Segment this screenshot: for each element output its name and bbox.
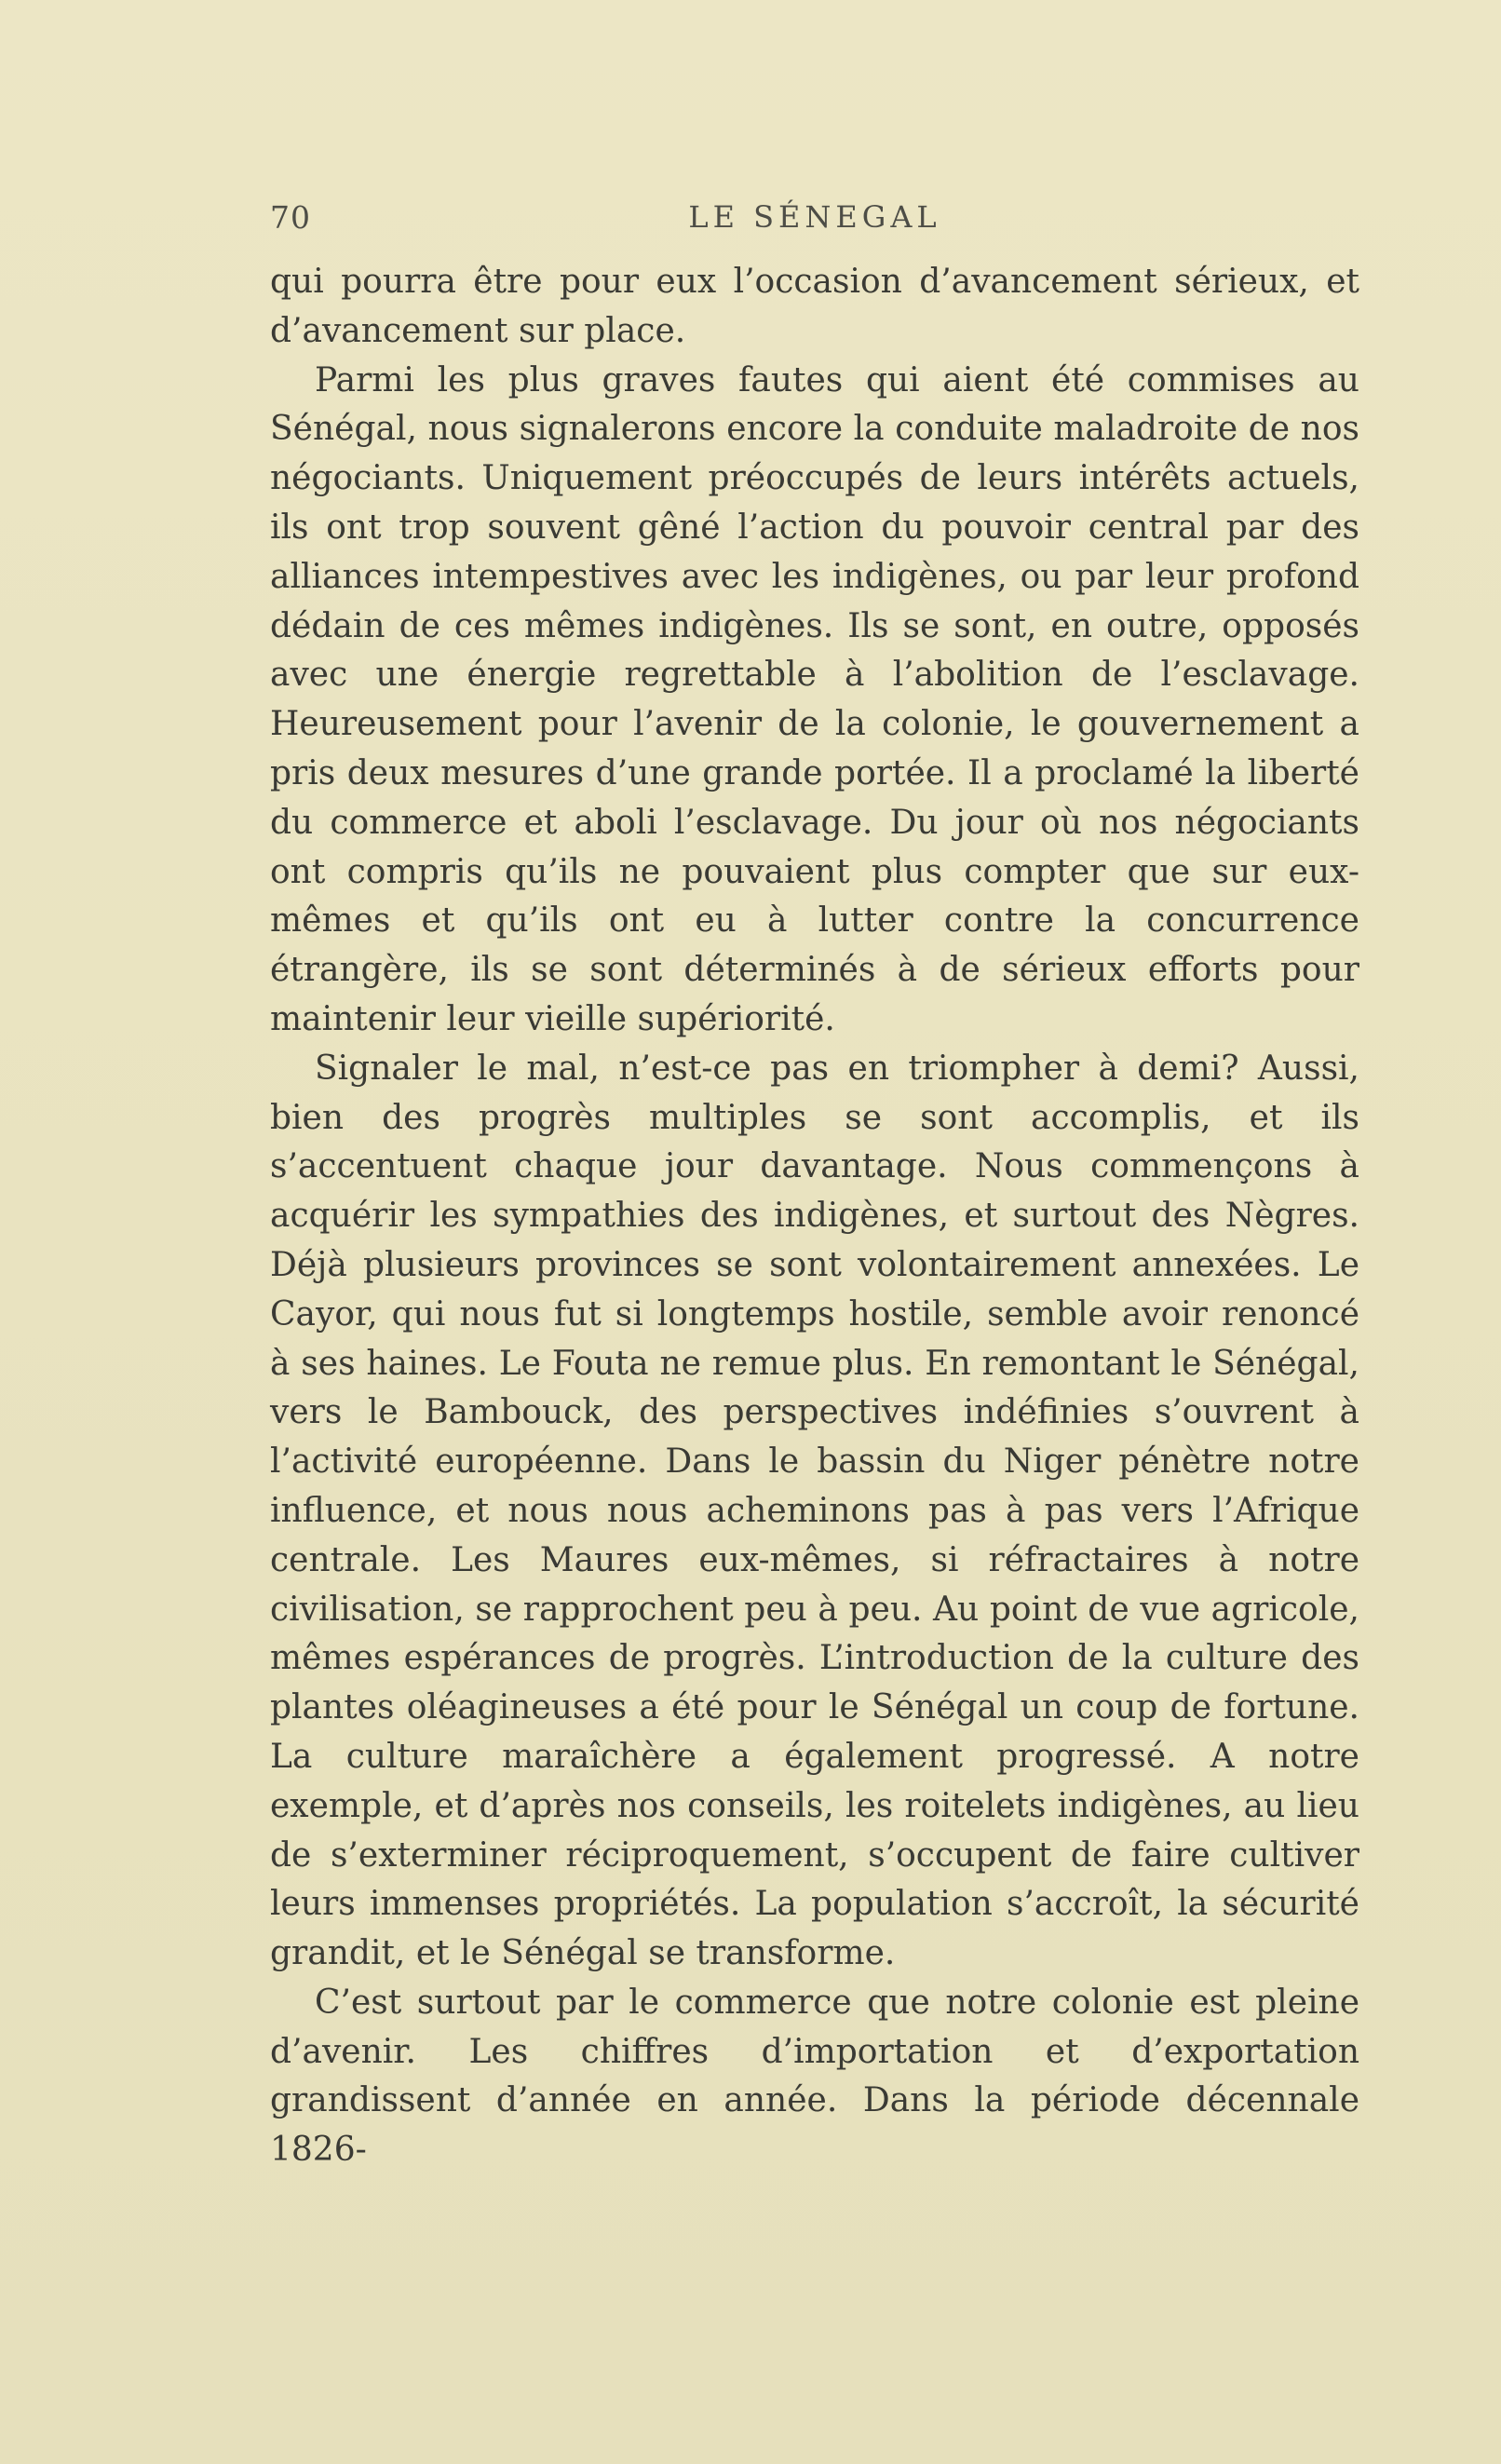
page-number: 70 bbox=[270, 199, 311, 236]
paragraph: Parmi les plus graves fautes qui aient été commises au Sénégal, nous signalerons encore la conduite maladroite de nos négociants. Uniquement préoccupés de leurs intérêts actuels, ils ont trop souvent gêné l’action du pouvoir central par des alliances intempestives avec les indigènes, ou par leur profond dédain de ces mêmes indigènes. Ils se sont, en outre, opposés avec une énergie regrettable à l’abolition de l’esclavage. Heureusement pour l’avenir de la colonie, le gouvernement a pris deux mesures d’une grande portée. Il a proclamé la liberté du commerce et aboli l’esclavage. Du jour où nos négociants ont compris qu’ils ne pouvaient plus compter que sur eux-mêmes et qu’ils ont eu à lutter contre la concurrence étrangère, ils se sont déterminés à de sérieux efforts pour maintenir leur vieille supériorité. bbox=[270, 360, 1359, 1038]
paragraph: C’est surtout par le commerce que notre colonie est pleine d’avenir. Les chiffres d’importation et d’exportation grandissent d’année en année. Dans la période décennale 1826- bbox=[270, 1983, 1359, 2170]
running-title: LE SÉNEGAL bbox=[688, 199, 941, 235]
body-text bbox=[270, 258, 1359, 2175]
paragraph-continuation: qui pourra être pour eux l’occasion d’avancement sérieux, et d’avancement sur place. bbox=[270, 263, 1359, 350]
paragraph: Signaler le mal, n’est-ce pas en triompher à demi? Aussi, bien des progrès multiples se sont accomplis, et ils s’accentuent chaque jour davantage. Nous commençons à acquérir les sympathies des indigènes, et surtout des Nègres. Déjà plusieurs provinces se sont volontairement annexées. Le Cayor, qui nous fut si longtemps hostile, semble avoir renoncé à ses haines. Le Fouta ne remue plus. En remontant le Sénégal, vers le Bambouck, des perspectives indéfinies s’ouvrent à l’activité européenne. Dans le bassin du Niger pénètre notre influence, et nous nous acheminons pas à pas vers l’Afrique centrale. Les Maures eux-mêmes, si réfractaires à notre civilisation, se rapprochent peu à peu. Au point de vue agricole, mêmes espérances de progrès. L’introduction de la culture des plantes oléagineuses a été pour le Sénégal un coup de fortune. La culture maraîchère a également progressé. A notre exemple, et d’après nos conseils, les roitelets indigènes, au lieu de s’exterminer réciproquement, s’occupent de faire cultiver leurs immenses propriétés. La population s’accroît, la sécurité grandit, et le Sénégal se transforme. bbox=[270, 1049, 1359, 1973]
page-header bbox=[270, 199, 1359, 246]
